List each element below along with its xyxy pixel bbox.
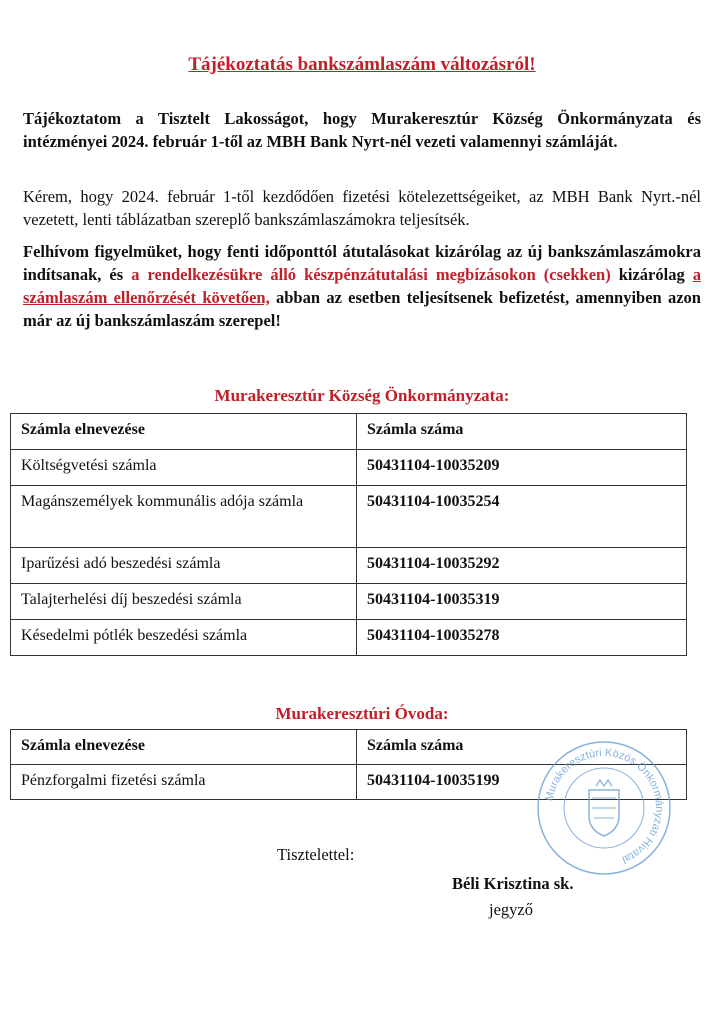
official-stamp — [534, 738, 674, 878]
account-name: Magánszemélyek kommunális adója számla — [11, 486, 357, 548]
account-number: 50431104-10035278 — [357, 620, 687, 656]
table-row — [11, 584, 687, 620]
header-account-number: Számla száma — [357, 414, 687, 450]
table-row — [11, 548, 687, 584]
notice-text-2: kizárólag — [610, 265, 693, 284]
header-account-name: Számla elnevezése — [11, 414, 357, 450]
municipality-accounts-table — [10, 413, 687, 656]
stamp-ring-textpath: Murakeresztúri Közös Önkormányzati Hivatal — [543, 746, 666, 866]
header-account-number: Számla száma — [357, 730, 687, 765]
account-name: Pénzforgalmi fizetési számla — [11, 765, 357, 800]
section-title-municipality: Murakeresztúr Község Önkormányzata: — [214, 386, 510, 405]
account-number: 50431104-10035319 — [357, 584, 687, 620]
account-name: Késedelmi pótlék beszedési számla — [11, 620, 357, 656]
table-row — [11, 486, 687, 548]
account-name: Költségvetési számla — [11, 450, 357, 486]
page-title: Tájékoztatás bankszámlaszám változásról! — [188, 54, 536, 75]
closing-greeting: Tisztelettel: — [277, 845, 355, 864]
table-row — [11, 450, 687, 486]
section-title-kindergarten: Murakeresztúri Óvoda: — [275, 704, 449, 723]
header-account-name: Számla elnevezése — [11, 730, 357, 765]
table-row — [11, 620, 687, 656]
notice-highlight-verify: a számlaszám ellenőrzését követően, — [23, 265, 701, 307]
intro-paragraph: Tájékoztatom a Tisztelt Lakosságot, hogy Murakeresztúr Község Önkormányzata és intézményei 2024. február 1-től az MBH Bank Nyrt-nél vezeti valamennyi számláját. — [23, 109, 701, 151]
account-number: 50431104-10035199 — [357, 765, 687, 800]
coat-of-arms-icon — [589, 780, 619, 836]
account-number: 50431104-10035292 — [357, 548, 687, 584]
account-name: Talajterhelési díj beszedési számla — [11, 584, 357, 620]
signer-role: jegyző — [489, 900, 533, 919]
notice-paragraph — [23, 240, 701, 332]
notice-text-3: abban az esetben teljesítsenek befizetést, amennyiben azon már az új bankszámlaszám szerepel! — [23, 288, 701, 330]
signer-name: Béli Krisztina sk. — [452, 874, 574, 893]
account-number: 50431104-10035254 — [357, 486, 687, 548]
notice-text-1: Felhívom figyelmüket, hogy fenti időponttól átutalásokat kizárólag az új bankszámlaszámokra indítsanak, és — [23, 242, 701, 284]
account-name: Iparűzési adó beszedési számla — [11, 548, 357, 584]
notice-highlight-cheques: a rendelkezésükre álló készpénzátutalási megbízásokon (csekken) — [131, 265, 611, 284]
table-header-row — [11, 414, 687, 450]
request-paragraph: Kérem, hogy 2024. február 1-től kezdődően fizetési kötelezettségeiket, az MBH Bank Nyrt.-nél vezetett, lenti táblázatban szereplő bankszámlaszámokra teljesítsék. — [23, 187, 701, 229]
account-number: 50431104-10035209 — [357, 450, 687, 486]
